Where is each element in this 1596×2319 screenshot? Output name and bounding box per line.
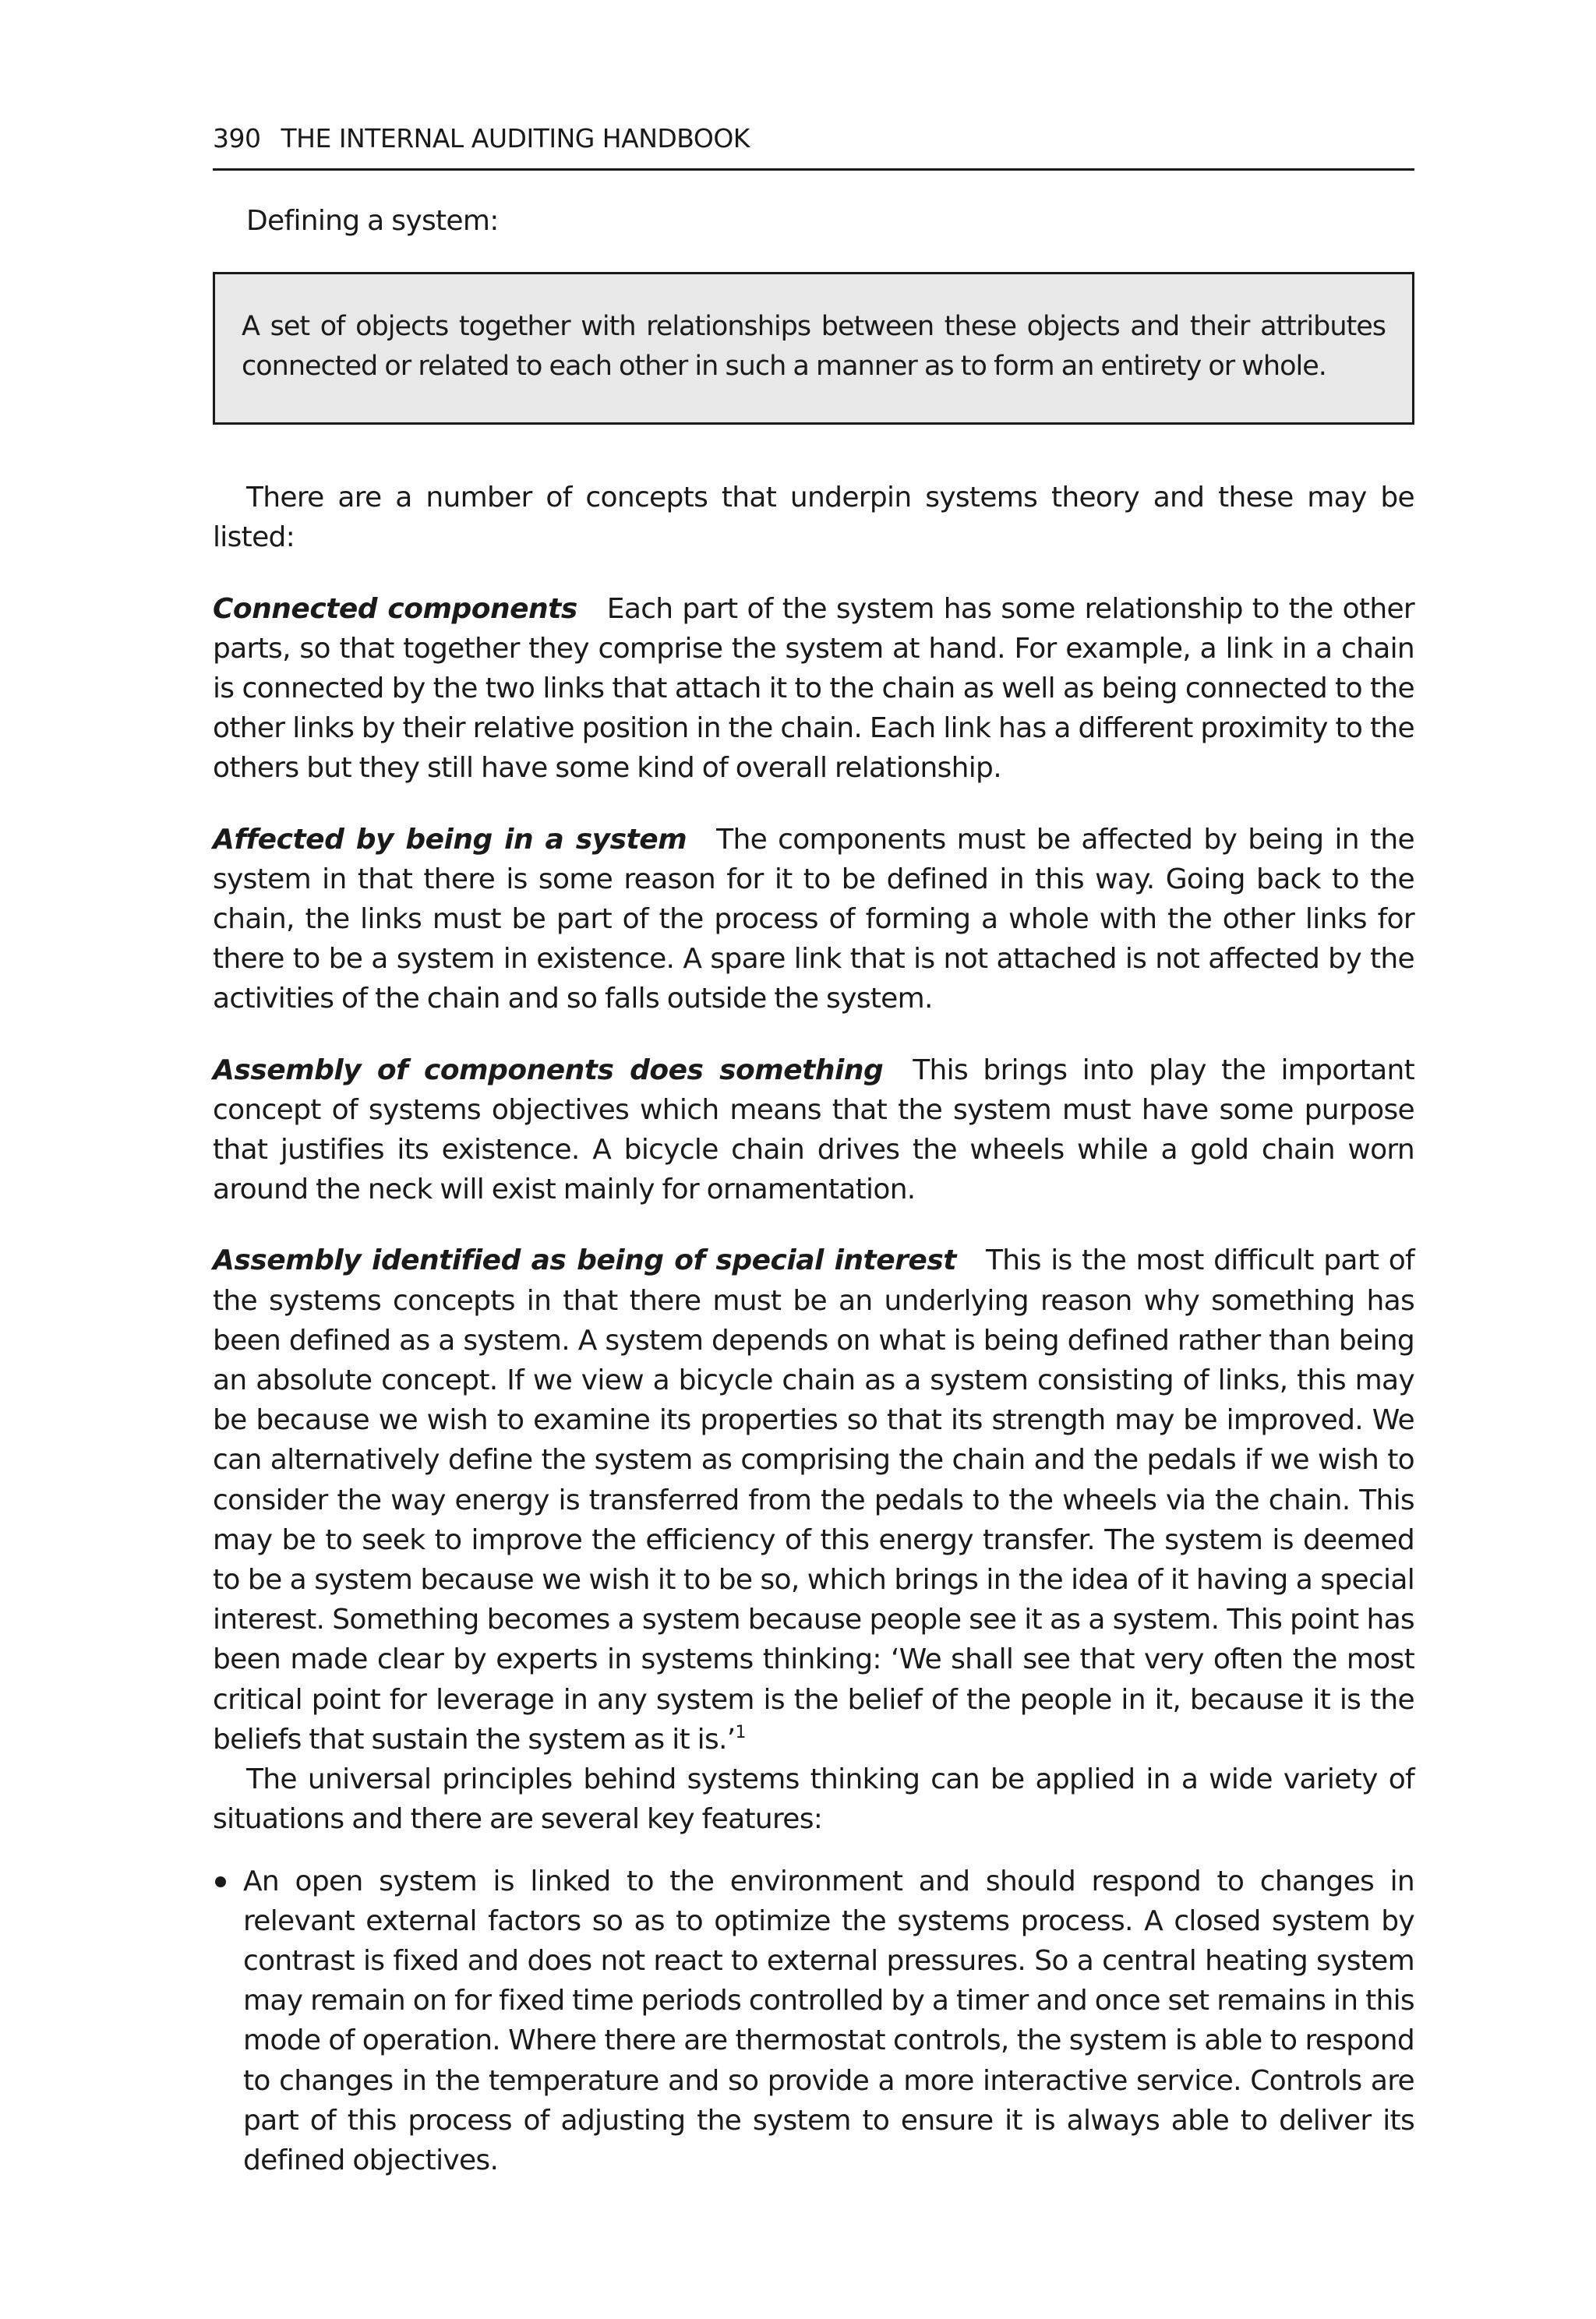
concept-term: Connected components [213, 592, 577, 625]
bullet-icon [215, 1876, 226, 1887]
concept-text: The components must be affected by being in the system in that there is some reason for it to be defined in this way. Going back to the chain, the links must be part of the process of forming a whole with the other links for there to be a system in existence. A spare link that is not attached is not affected by the activities of the chain and so falls outside the system. [213, 823, 1414, 1015]
footnote-marker: 1 [735, 1722, 746, 1742]
page-number: 390 [213, 123, 261, 154]
list-item [213, 1862, 1414, 2181]
definition-box [213, 272, 1414, 425]
page-body [213, 201, 1414, 2180]
list-item-text: An open system is linked to the environment and should respond to changes in relevant external factors so as to optimize the systems process. A closed system by contrast is fixed and does not react to external pressures. So a central heating system may remain on for fixed time periods controlled by a timer and once set remains in this mode of operation. Where there are thermostat controls, the system is able to respond to changes in the temperature and so provide a more interactive service. Controls are part of this process of adjusting the system to ensure it is always able to deliver its defined objectives. [243, 1865, 1414, 2176]
concept-text: This is the most difficult part of the systems concepts in that there must be an underlying reason why something has been defined as a system. A system depends on what is being defined rather than being an absolute concept. If we view a bicycle chain as a system consisting of links, this may be because we wish to examine its properties so that its strength may be improved. We can alternatively define the system as comprising the chain and the pedals if we wish to consider the way energy is transferred from the pedals to the wheels via the chain. This may be to seek to improve the efficiency of this energy transfer. The system is deemed to be a system because we wish it to be so, which brings in the idea of it having a special interest. Something becomes a system because people see it as a system. This point has been made clear by experts in systems thinking: ‘We shall see that very often the most critical point for leverage in any system is the belief of the people in it, because it is the beliefs that sustain the system as it is.’ [213, 1244, 1414, 1756]
concept-term: Assembly identified as being of special interest [213, 1244, 956, 1277]
key-features-list [213, 1862, 1414, 2181]
running-head [213, 118, 1414, 171]
book-title: THE INTERNAL AUDITING HANDBOOK [281, 123, 750, 154]
concept-text: This brings into play the important concept of systems objectives which means that the system must have some purpose that justifies its existence. A bicycle chain drives the wheels while a gold chain worn around the neck will exist mainly for ornamentation. [213, 1054, 1414, 1206]
concept-connected-components [213, 589, 1414, 789]
definition-text: A set of objects together with relationships between these objects and their attributes connected or related to each other in such a manner as to form an entirety or whole. [242, 311, 1386, 383]
concept-term: Affected by being in a system [213, 823, 687, 856]
concept-special-interest [213, 1241, 1414, 1760]
definition-label: Defining a system: [246, 205, 499, 237]
concept-affected-by-system [213, 820, 1414, 1019]
principles-intro-paragraph: The universal principles behind systems thinking can be applied in a wide variety of situations and there are several key features: [213, 1763, 1414, 1836]
concept-assembly-does-something [213, 1050, 1414, 1210]
concepts-intro-paragraph: There are a number of concepts that underpin systems theory and these may be listed: [213, 482, 1414, 554]
concept-text: Each part of the system has some relationship to the other parts, so that together they comprise the system at hand. For example, a link in a chain is connected by the two links that attach it to the chain as well as being connected to the other links by their relative position in the chain. Each link has a different proximity to the others but they still have some kind of overall relationship. [213, 592, 1414, 785]
concept-term: Assembly of components does something [213, 1054, 884, 1086]
